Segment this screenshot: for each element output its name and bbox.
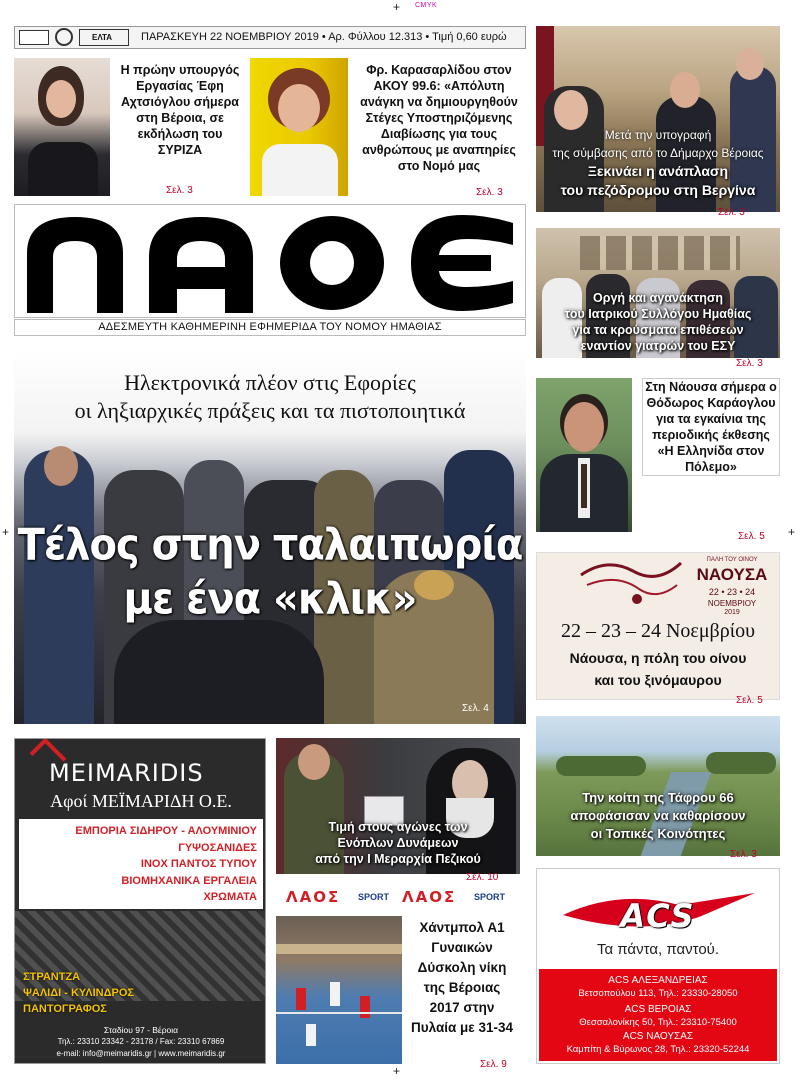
doctors-headline-line3: για τα κρούσματα επιθέσεων: [572, 323, 744, 337]
acs-ad: [536, 868, 780, 1064]
karasarlidou-photo: [250, 58, 348, 196]
registration-mark-bottom: +: [393, 1064, 401, 1078]
karaoglou-photo: [536, 378, 632, 532]
acs-branch-3-address: Καμπίτη & Βύρωνος 28, Τηλ.: 23320-52244: [566, 1044, 750, 1055]
acs-branch-3-name: ACS ΝΑΟΥΣΑΣ: [622, 1031, 694, 1042]
logo-letter-sigma: [407, 213, 519, 313]
karasarlidou-page-ref: Σελ. 3: [476, 187, 503, 198]
naousa-headline-line1: Νάουσα, η πόλη του οίνου: [569, 650, 747, 666]
army-page-ref: Σελ. 10: [466, 872, 499, 883]
meimaridis-address: Σταδίου 97 - Βέροια: [103, 1025, 179, 1035]
meimaridis-service-3: ΙΝΟΧ ΠΑΝΤΟΣ ΤΥΠΟΥ: [140, 858, 257, 870]
sport-label-2: SPORT: [474, 892, 506, 902]
achtsioglou-photo: [14, 58, 110, 196]
acs-logo-area: [539, 871, 777, 965]
doctors-headline-line2: του Ιατρικού Συλλόγου Ημαθίας: [564, 307, 752, 321]
tafros-page-ref: Σελ. 3: [730, 849, 757, 860]
army-headline-line2: Ενόπλων Δυνάμεων: [337, 836, 459, 850]
army-headline-line1: Τιμή στους αγώνες των: [328, 820, 468, 834]
poster-dates: 22 • 23 • 24: [708, 587, 756, 597]
sport-label-1: SPORT: [358, 892, 390, 902]
meimaridis-service-5: ΧΡΩΜΑΤΑ: [203, 891, 257, 903]
karaoglou-text: Στη Νάουσα σήμερα ο Θόδωρος Καράογλου για τα εγκαίνια της περιοδικής έκθεσης «Η Ελληνίδα στον Πόλεμο»: [642, 378, 780, 476]
poster-year: 2019: [724, 609, 740, 616]
main-story-headline-line2: με ένα «κλικ»: [123, 573, 417, 625]
masthead-subtitle: ΑΔΕΣΜΕΥΤΗ ΚΑΘΗΜΕΡΙΝΗ ΕΦΗΜΕΡΙΔΑ ΤΟΥ ΝΟΜΟΥ ΗΜΑΘΙΑΣ: [14, 319, 526, 336]
doctors-page-ref: Σελ. 3: [736, 358, 763, 369]
doctors-headline-line1: Οργή και αγανάκτηση: [592, 291, 724, 305]
meimaridis-services-box: [19, 819, 263, 909]
acs-brand: ACS: [620, 897, 696, 935]
meimaridis-tool-3: ΠΑΝΤΟΓΡΑΦΟΣ: [23, 1003, 107, 1015]
registration-mark-top: +: [393, 0, 401, 14]
tafros-headline-line3: οι Τοπικές Κοινότητες: [590, 826, 726, 841]
acs-branch-2-address: Θεσσαλονίκης 50, Τηλ.: 23310-75400: [579, 1017, 737, 1028]
meimaridis-tool-2: ΨΑΛΙΔΙ - ΚΥΛΙΝΔΡΟΣ: [23, 987, 134, 999]
main-story-kicker-line1: Ηλεκτρονικά πλέον στις Εφορίες: [124, 370, 416, 395]
tafros-headline-line1: Την κοίτη της Τάφρου 66: [582, 790, 734, 805]
handball-photo: [276, 916, 402, 1064]
cmyk-mark: CMYK: [415, 2, 438, 9]
meimaridis-service-2: ΓΥΨΟΣΑΝΙΔΕΣ: [178, 841, 257, 854]
vergina-caption-line1: Μετά την υπογραφή: [604, 128, 712, 142]
army-headline-line3: από την Ι Μεραρχία Πεζικού: [315, 852, 481, 866]
main-story-headline-line1: Τέλος στην ταλαιπωρία: [17, 519, 523, 571]
meimaridis-tool-1: ΣΤΡΑΝΤΖΑ: [23, 971, 81, 983]
acs-branch-2-name: ACS ΒΕΡΟΙΑΣ: [624, 1004, 692, 1015]
naousa-dates: 22 – 23 – 24 Νοεμβρίου: [560, 620, 755, 642]
vergina-caption-line2: της σύμβασης από το Δήμαρχο Βέροιας: [552, 146, 764, 160]
meimaridis-brand: MEIMARIDIS: [49, 759, 204, 787]
meimaridis-ad: [14, 738, 266, 1064]
meimaridis-web: e-mail: info@meimaridis.gr | www.meimaridis.gr: [56, 1049, 226, 1058]
meimaridis-tools-list: [23, 969, 134, 1017]
masthead-logo: [14, 204, 526, 318]
logo-letter-lambda: [21, 213, 129, 313]
main-story-page-ref: Σελ. 4: [462, 703, 489, 714]
sport-logo-1: ΛΑΟΣ: [286, 888, 341, 906]
meimaridis-service-1: ΕΜΠΟΡΙΑ ΣΙΔΗΡΟΥ - ΑΛΟΥΜΙΝΙΟΥ: [75, 825, 257, 837]
vergina-headline-line1: Ξεκινάει η ανάπλαση: [587, 163, 729, 179]
poster-month: ΝΟΕΜΒΡΙΟΥ: [707, 599, 757, 608]
handball-page-ref: Σελ. 9: [480, 1059, 507, 1070]
karaoglou-page-ref: Σελ. 5: [738, 531, 765, 542]
publisher-seal-icon: [19, 30, 49, 45]
naousa-page-ref: Σελ. 5: [736, 695, 763, 706]
doctors-headline-line4: εναντίον γιατρών του ΕΣΥ: [580, 339, 736, 353]
main-story-kicker-line2: οι ληξιαρχικές πράξεις και τα πιστοποιητικά: [74, 398, 466, 423]
acs-slogan: Τα πάντα, παντού.: [596, 941, 720, 958]
registration-mark-left: +: [2, 525, 10, 539]
meimaridis-phones: Τηλ.: 23310 23342 - 23178 / Fax: 23310 67869: [57, 1037, 225, 1046]
achtsioglou-page-ref: Σελ. 3: [166, 185, 193, 196]
masthead-top-bar: [14, 26, 526, 49]
logo-letter-omicron: [277, 213, 387, 313]
circular-seal-icon: [55, 28, 73, 46]
dateline: ΠΑΡΑΣΚΕΥΗ 22 ΝΟΕΜΒΡΙΟΥ 2019 • Αρ. Φύλλου 12.313 • Τιμή 0,60 ευρώ: [141, 31, 507, 43]
handball-text: Χάντμπολ Α1 Γυναικών Δύσκολη νίκη της Βέροιας 2017 στην Πυλαία με 31-34: [411, 920, 513, 1035]
vergina-headline-line2: του πεζόδρομου στη Βεργίνα: [560, 182, 756, 198]
achtsioglou-text: Η πρώην υπουργός Εργασίας Έφη Αχτσιόγλου σήμερα στη Βέροια, σε εκδήλωση του ΣΥΡΙΖΑ: [120, 63, 240, 157]
karasarlidou-text: Φρ. Καρασαρλίδου στον ΑΚΟΥ 99.6: «Απόλυτη ανάγκη να δημιουργηθούν Στέγες Υποστηριζόμενης Διαβίωσης για τους ανθρώπους με αναπηρίες στο Νομό μας: [360, 63, 518, 173]
wine-splash-illustration: [577, 555, 687, 625]
acs-branches: [539, 969, 777, 1061]
acs-branch-1-name: ACS ΑΛΕΞΑΝΔΡΕΙΑΣ: [608, 975, 708, 986]
acs-branch-1-address: Βετσοπούλου 113, Τηλ.: 23330-28050: [578, 988, 738, 999]
tafros-headline-line2: αποφάσισαν να καθαρίσουν: [570, 808, 746, 823]
meimaridis-service-4: ΒΙΟΜΗΧΑΝΙΚΑ ΕΡΓΑΛΕΙΑ: [121, 874, 257, 887]
sport-bar: [276, 888, 520, 906]
logo-letter-alpha: [145, 213, 257, 313]
naousa-headline-line2: και του ξινόμαυρου: [594, 672, 722, 688]
sport-logo-2: ΛΑΟΣ: [402, 888, 457, 906]
meimaridis-company: Αφοί ΜΕΪΜΑΡΙΔΗ Ο.Ε.: [50, 791, 232, 811]
registration-mark-right: +: [788, 525, 796, 539]
poster-top-label: ΠΑΛΗ ΤΟΥ ΟΙΝΟΥ: [706, 557, 758, 563]
elta-logo: ΕΛΤΑ: [79, 29, 129, 46]
poster-city: ΝΑΟΥΣΑ: [696, 565, 768, 584]
vergina-page-ref: Σελ. 3: [718, 207, 745, 218]
